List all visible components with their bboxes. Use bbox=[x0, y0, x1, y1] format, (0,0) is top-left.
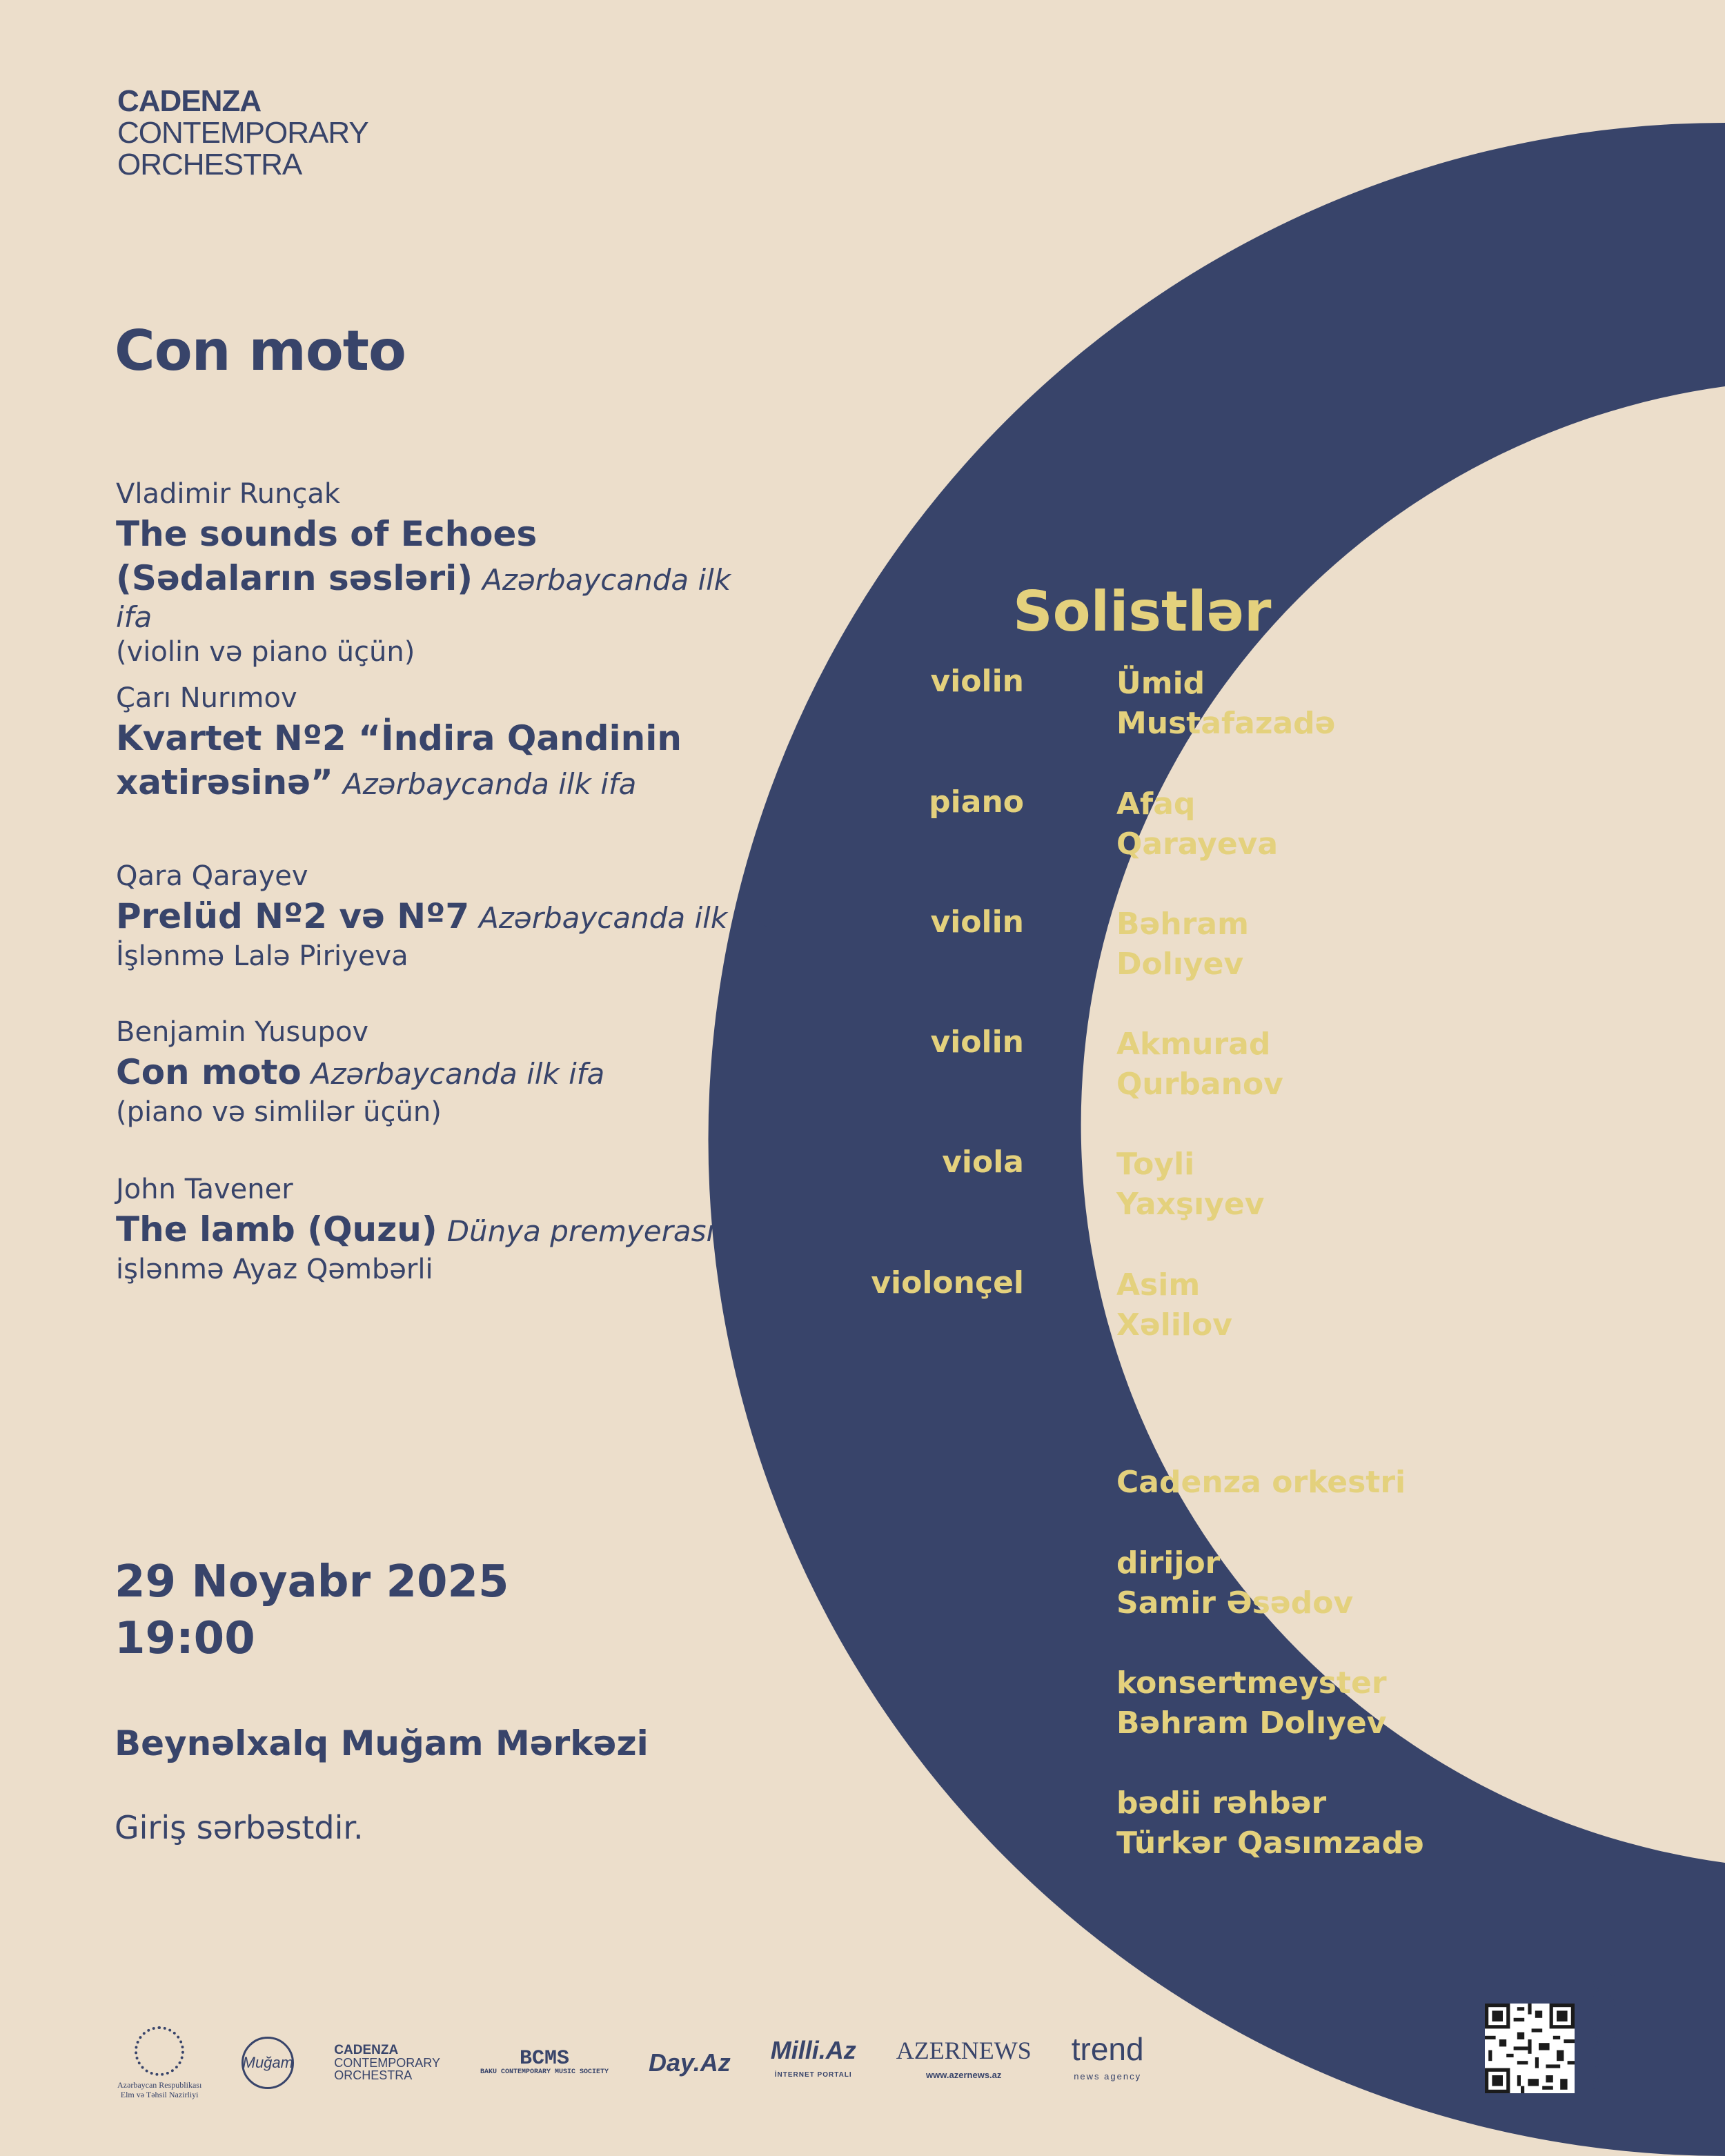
soloist-instrument: viola bbox=[942, 1145, 1024, 1180]
event-date: 29 Noyabr 2025 bbox=[115, 1556, 509, 1608]
director-role: bədii rəhbər bbox=[1116, 1786, 1327, 1821]
composer-name: Vladimir Runçak bbox=[116, 478, 341, 510]
soloist-name bbox=[1116, 784, 1461, 864]
soloist-name bbox=[1116, 664, 1461, 744]
mugam-center-logo: Muğam bbox=[241, 2037, 294, 2089]
logo-line-3: ORCHESTRA bbox=[117, 148, 302, 181]
work-subtitle: (piano və simlilər üçün) bbox=[116, 1096, 442, 1128]
azernews-logo bbox=[896, 2038, 1032, 2088]
soloist-last-name: Qurbanov bbox=[1116, 1067, 1283, 1102]
soloists-title: Solistlər bbox=[1013, 580, 1272, 644]
cadenza-small-line-1: CADENZA bbox=[334, 2043, 399, 2057]
soloist-last-name: Xəlilov bbox=[1116, 1307, 1232, 1343]
soloist-name bbox=[1116, 1025, 1461, 1105]
azernews-subtitle: www.azernews.az bbox=[926, 2070, 1002, 2080]
soloist-instrument: piano bbox=[929, 784, 1024, 820]
director-name: Türkər Qasımzadə bbox=[1116, 1826, 1424, 1861]
director-credit bbox=[1116, 1783, 1424, 1863]
soloist-instrument: violin bbox=[930, 664, 1024, 699]
ministry-logo bbox=[117, 2026, 201, 2099]
trend-logo bbox=[1071, 2031, 1144, 2090]
soloist-first-name: Akmurad bbox=[1116, 1027, 1271, 1062]
cadenza-logo-small bbox=[334, 2044, 440, 2081]
work-subtitle: işlənmə Ayaz Qəmbərli bbox=[116, 1254, 433, 1285]
cadenza-small-line-3: ORCHESTRA bbox=[334, 2068, 413, 2082]
work-note: Azərbaycanda ilk ifa bbox=[479, 901, 773, 935]
entry-note: Giriş sərbəstdir. bbox=[115, 1809, 364, 1846]
work-note: Azərbaycanda ilk ifa bbox=[116, 563, 731, 634]
conductor-role: dirijor bbox=[1116, 1545, 1221, 1581]
work-subtitle: (violin və piano üçün) bbox=[116, 636, 415, 668]
accompanist-role: konsertmeyster bbox=[1116, 1665, 1387, 1701]
designer-credit bbox=[1587, 1947, 1628, 2093]
work-note: Azərbaycanda ilk ifa bbox=[310, 1057, 605, 1091]
soloist-last-name: Dolıyev bbox=[1116, 947, 1244, 982]
accompanist-credit bbox=[1116, 1663, 1387, 1743]
work-title: The lamb (Quzu) bbox=[116, 1209, 437, 1249]
ministry-line-2: Elm və Təhsil Nazirliyi bbox=[120, 2090, 199, 2099]
program-item-1 bbox=[116, 476, 806, 670]
azernews-mark: AZERNEWS bbox=[896, 2037, 1032, 2064]
soloist-last-name: Yaxşıyev bbox=[1116, 1187, 1265, 1222]
work-title: The sounds of Echoes (Sədaların səsləri) bbox=[116, 514, 538, 598]
soloist-instrument: violin bbox=[930, 1025, 1024, 1060]
program-item-4 bbox=[116, 1014, 806, 1130]
soloist-first-name: Toyli bbox=[1116, 1147, 1195, 1182]
soloist-instrument: violonçel bbox=[871, 1265, 1024, 1300]
soloist-instrument: violin bbox=[930, 904, 1024, 940]
accompanist-name: Bəhram Dolıyev bbox=[1116, 1705, 1387, 1741]
work-title: Kvartet Nº2 “İndira Qandinin xatirəsinə” bbox=[116, 718, 682, 802]
program-item-3 bbox=[116, 858, 806, 974]
ministry-line-1: Azərbaycan Respublikası bbox=[117, 2080, 202, 2090]
bcms-logo bbox=[480, 2049, 609, 2077]
soloist-last-name: Mustafazadə bbox=[1116, 706, 1336, 741]
trend-subtitle: news agency bbox=[1074, 2071, 1142, 2081]
soloist-first-name: Afaq bbox=[1116, 787, 1196, 822]
soloist-first-name: Ümid bbox=[1116, 666, 1205, 701]
program-item-5 bbox=[116, 1171, 806, 1287]
orchestra-credit: Cadenza orkestri bbox=[1116, 1465, 1406, 1500]
dayaz-logo: Day.Az bbox=[649, 2048, 731, 2077]
composer-name: Benjamin Yusupov bbox=[116, 1016, 369, 1048]
partner-logos bbox=[117, 2018, 1144, 2108]
ministry-emblem-icon bbox=[135, 2026, 184, 2076]
soloist-name bbox=[1116, 1145, 1461, 1225]
qr-code-icon[interactable] bbox=[1485, 2004, 1575, 2093]
work-title: Con moto bbox=[116, 1052, 302, 1092]
cadenza-small-line-2: CONTEMPORARY bbox=[334, 2056, 440, 2070]
work-note: Dünya premyerası bbox=[446, 1214, 715, 1248]
conductor-credit bbox=[1116, 1543, 1353, 1623]
work-note: Azərbaycanda ilk ifa bbox=[342, 767, 637, 801]
soloist-name bbox=[1116, 904, 1461, 985]
logo-line-2: CONTEMPORARY bbox=[117, 116, 368, 150]
trend-mark: trend bbox=[1071, 2031, 1144, 2067]
concert-title: Con moto bbox=[115, 319, 406, 383]
milliaz-subtitle: İNTERNET PORTALI bbox=[774, 2071, 852, 2079]
soloist-last-name: Qarayeva bbox=[1116, 827, 1279, 862]
designer-label: qrafik dizaynı hazırladı bbox=[1588, 1975, 1601, 2093]
designer-name: AYTEN ABDULLAYEVA bbox=[1605, 1969, 1618, 2093]
soloist-first-name: Asim bbox=[1116, 1267, 1201, 1303]
logo-line-1: CADENZA bbox=[117, 84, 262, 118]
composer-name: Çarı Nurımov bbox=[116, 682, 297, 714]
event-time: 19:00 bbox=[115, 1613, 255, 1664]
work-subtitle: İşlənmə Lalə Piriyeva bbox=[116, 940, 408, 972]
milliaz-mark: Milli.Az bbox=[770, 2036, 856, 2064]
orchestra-logo bbox=[117, 86, 368, 181]
conductor-name: Samir Əsədov bbox=[1116, 1585, 1354, 1621]
bcms-subtitle: BAKU CONTEMPORARY MUSIC SOCIETY bbox=[480, 2068, 609, 2076]
program-item-2 bbox=[116, 680, 806, 804]
bcms-mark: BCMS bbox=[519, 2047, 569, 2070]
soloist-name bbox=[1116, 1265, 1461, 1345]
event-datetime bbox=[115, 1554, 509, 1667]
milliaz-logo bbox=[771, 2038, 856, 2088]
work-title: Prelüd Nº2 və Nº7 bbox=[116, 896, 470, 936]
composer-name: Qara Qarayev bbox=[116, 860, 308, 892]
event-venue: Beynəlxalq Muğam Mərkəzi bbox=[115, 1723, 649, 1763]
composer-name: John Tavener bbox=[116, 1174, 293, 1205]
soloist-first-name: Bəhram bbox=[1116, 907, 1249, 942]
